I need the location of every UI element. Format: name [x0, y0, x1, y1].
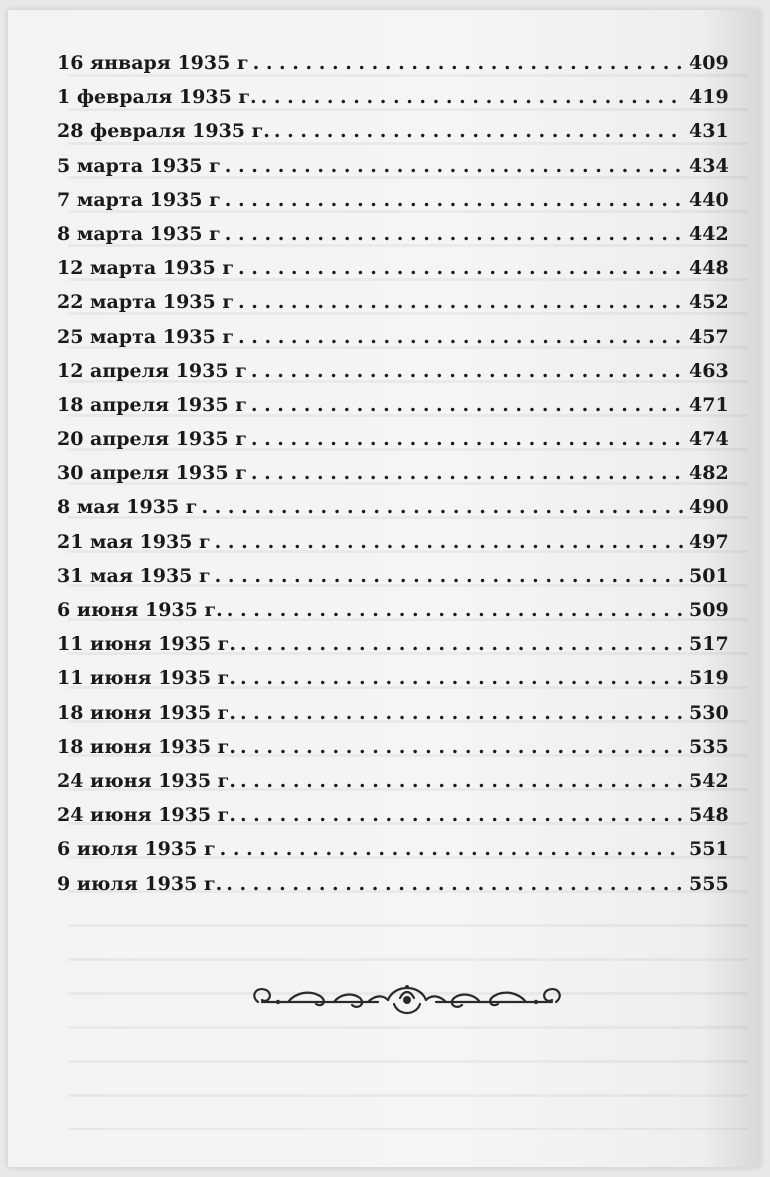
- dot-leader: [215, 525, 683, 559]
- toc-entry-date: 24 июня 1935 г.: [57, 804, 236, 827]
- toc-entry-page: 551: [689, 838, 729, 861]
- toc-entry-page: 497: [689, 530, 729, 553]
- toc-entry-page: 555: [689, 872, 729, 895]
- toc-entry-date: 21 мая 1935 г: [57, 530, 211, 553]
- toc-entry: [57, 798, 727, 832]
- toc-entry: [57, 285, 727, 319]
- toc-entry: [57, 867, 727, 901]
- dot-leader: [240, 627, 683, 661]
- dot-leader: [225, 149, 683, 183]
- dot-leader: [225, 217, 683, 251]
- dot-leader: [253, 46, 683, 80]
- dot-leader: [251, 456, 683, 490]
- toc-entry-page: 530: [689, 701, 729, 724]
- toc-entry: [57, 525, 727, 559]
- toc-entry: [57, 696, 727, 730]
- dot-leader: [240, 798, 683, 832]
- toc-entry: [57, 80, 727, 114]
- dot-leader: [240, 696, 683, 730]
- dot-leader: [201, 490, 683, 524]
- toc-entry: [57, 730, 727, 764]
- toc-entry-page: 509: [689, 599, 729, 621]
- toc-entry-page: 448: [689, 257, 729, 280]
- toc-entry-page: 463: [689, 359, 729, 382]
- toc-entry-page: 490: [689, 496, 729, 519]
- dot-leader: [251, 422, 683, 456]
- book-page: [8, 10, 760, 1167]
- toc-entry-page: 474: [689, 428, 729, 451]
- dot-leader: [251, 388, 683, 422]
- toc-entry-date: 25 марта 1935 г: [57, 325, 234, 348]
- dot-leader: [261, 80, 683, 114]
- toc-entry: [57, 183, 727, 217]
- toc-entry-date: 31 мая 1935 г: [57, 564, 211, 587]
- toc-entry-page: 519: [689, 667, 729, 690]
- toc-entry-page: 517: [689, 633, 729, 656]
- dot-leader: [225, 183, 683, 217]
- dot-leader: [227, 593, 683, 627]
- toc-entry: [57, 627, 727, 661]
- toc-entry-date: 6 июня 1935 г.: [57, 599, 223, 621]
- toc-entry-page: 471: [689, 393, 729, 416]
- dot-leader: [274, 114, 683, 148]
- toc-entry-date: 8 мая 1935 г: [57, 496, 198, 519]
- toc-entry-page: 457: [689, 325, 729, 348]
- toc-entry: [57, 559, 727, 593]
- toc-entry-date: 6 июля 1935 г: [57, 838, 216, 861]
- toc-entry-date: 30 апреля 1935 г: [57, 462, 247, 485]
- toc-entry-date: 11 июня 1935 г.: [57, 633, 236, 656]
- dot-leader: [238, 251, 683, 285]
- dot-leader: [251, 354, 683, 388]
- dot-leader: [240, 730, 683, 764]
- toc-entry: [57, 46, 727, 80]
- toc-entry: [57, 217, 727, 251]
- toc-entry: [57, 764, 727, 798]
- toc-entry-date: 28 февраля 1935 г.: [57, 120, 270, 143]
- dot-leader: [240, 661, 683, 695]
- toc-entry: [57, 456, 727, 490]
- toc-entry-date: 24 июня 1935 г.: [57, 769, 236, 792]
- dot-leader: [215, 559, 683, 593]
- toc-entry-date: 9 июля 1935 г.: [57, 872, 223, 895]
- toc-entry-page: 419: [689, 86, 729, 109]
- toc-entry: [57, 593, 727, 627]
- toc-entry-page: 548: [689, 804, 729, 827]
- toc-entry: [57, 388, 727, 422]
- toc-entry-date: 7 марта 1935 г: [57, 188, 221, 211]
- toc-entry: [57, 661, 727, 695]
- toc-entry-date: 12 марта 1935 г: [57, 257, 234, 280]
- toc-entry: [57, 832, 727, 866]
- toc-entry-page: 501: [689, 564, 729, 587]
- toc-entry-date: 12 апреля 1935 г: [57, 359, 247, 382]
- toc-entry-page: 482: [689, 462, 729, 485]
- toc-entry: [57, 114, 727, 148]
- toc-entry: [57, 490, 727, 524]
- toc-entry-date: 16 января 1935 г: [57, 52, 249, 74]
- toc-entry-page: 440: [689, 188, 729, 211]
- toc-entry-page: 535: [689, 735, 729, 758]
- dot-leader: [226, 867, 683, 901]
- dot-leader: [238, 320, 683, 354]
- toc-entry-date: 18 апреля 1935 г: [57, 393, 247, 416]
- toc-entry-page: 434: [689, 154, 729, 177]
- dot-leader: [220, 832, 683, 866]
- toc-entry-date: 5 марта 1935 г: [57, 154, 221, 177]
- dot-leader: [238, 285, 683, 319]
- toc-entry-date: 18 июня 1935 г.: [57, 701, 236, 724]
- toc-entry-date: 1 февраля 1935 г.: [57, 86, 257, 109]
- table-of-contents: [57, 46, 727, 901]
- toc-entry-date: 22 марта 1935 г: [57, 291, 234, 314]
- toc-entry-date: 11 июня 1935 г.: [57, 667, 236, 690]
- toc-entry: [57, 149, 727, 183]
- toc-entry-date: 8 марта 1935 г: [57, 222, 221, 245]
- toc-entry: [57, 354, 727, 388]
- decorative-flourish-icon: [248, 978, 566, 1024]
- toc-entry-date: 20 апреля 1935 г: [57, 428, 247, 451]
- toc-entry: [57, 320, 727, 354]
- toc-entry: [57, 422, 727, 456]
- toc-entry-page: 452: [689, 291, 729, 314]
- toc-entry: [57, 251, 727, 285]
- toc-entry-page: 542: [689, 769, 729, 792]
- dot-leader: [240, 764, 683, 798]
- toc-entry-page: 442: [689, 222, 729, 245]
- toc-entry-page: 409: [689, 52, 729, 74]
- toc-entry-date: 18 июня 1935 г.: [57, 735, 236, 758]
- toc-entry-page: 431: [689, 120, 729, 143]
